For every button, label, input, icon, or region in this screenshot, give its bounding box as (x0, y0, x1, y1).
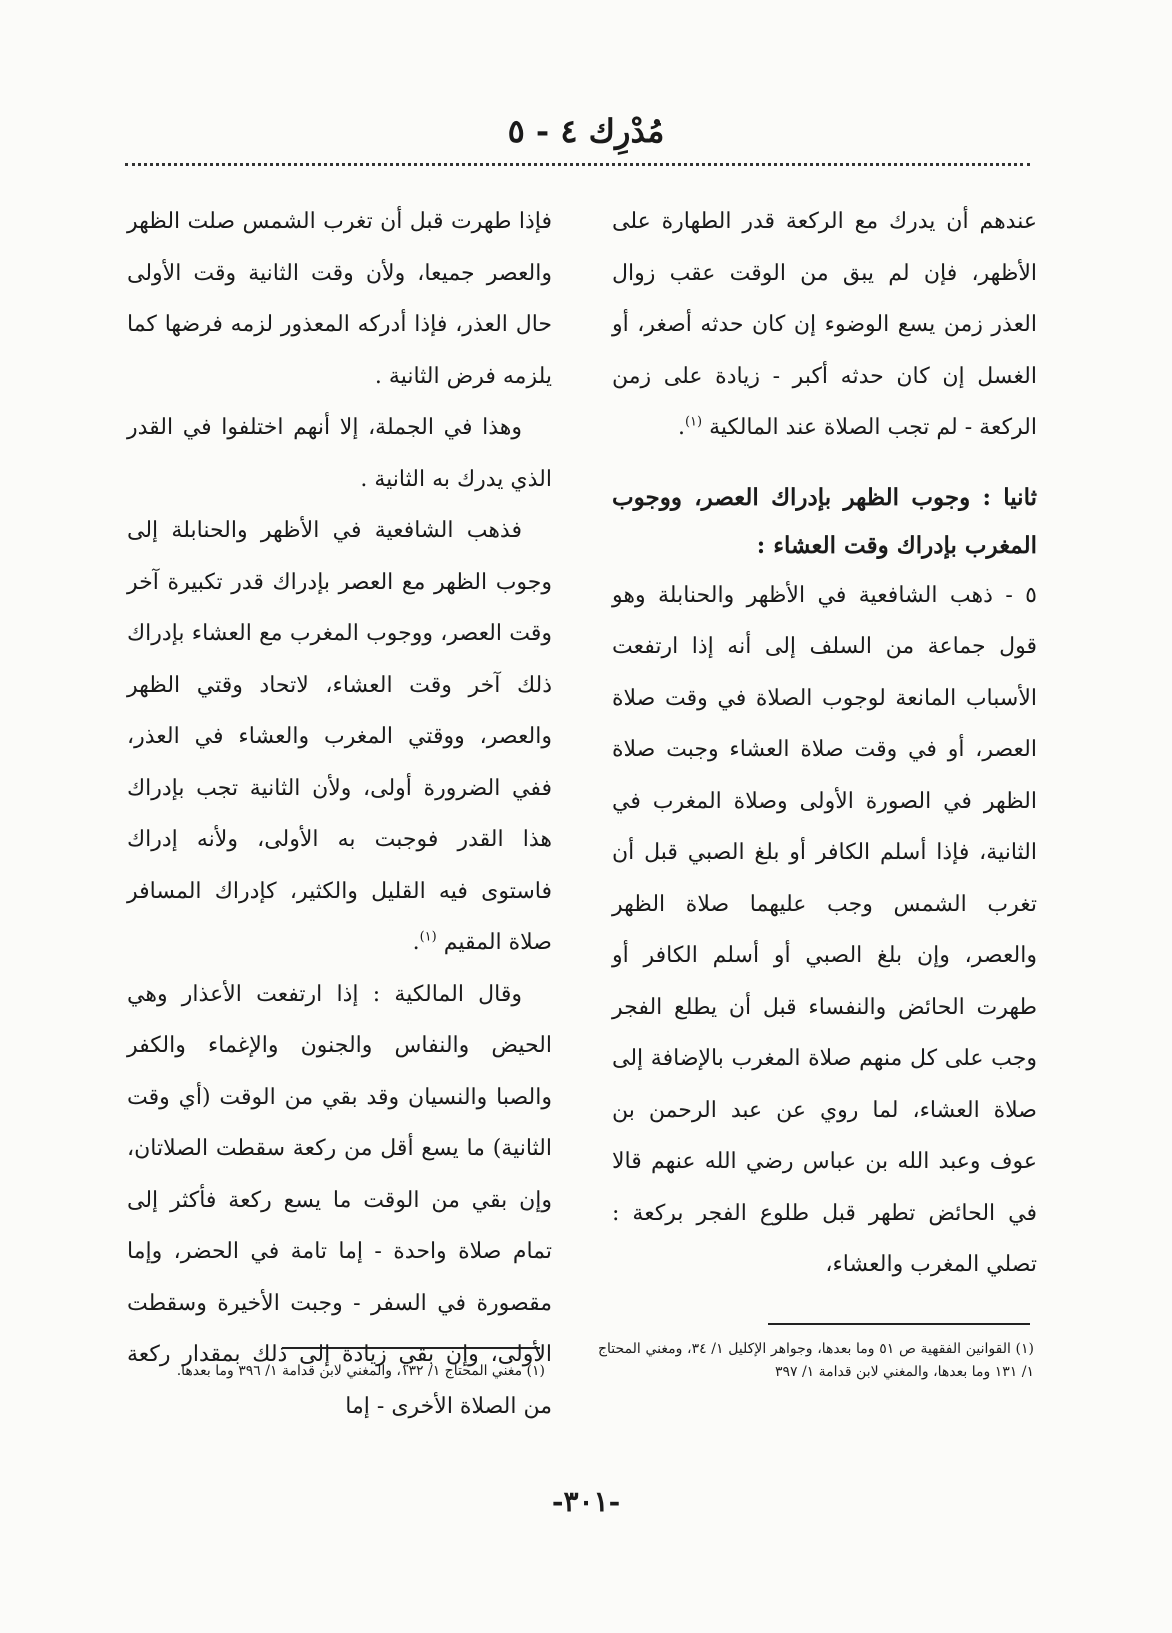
header-divider (125, 163, 1030, 166)
left-paragraph-3-text: فذهب الشافعية في الأظهر والحنابلة إلى وجوب الظهر مع العصر بإدراك قدر تكبيرة آخر وقت العصر، ووجوب المغرب مع العشاء بإدراك ذلك آخر وقت العشاء، لاتحاد وقتي الظهر والعصر، ووقتي المغرب والعشاء في العذر، ففي الضرورة أولى، ولأن الثانية تجب بإدراك هذا القدر فوجبت به الأولى، ولأنه إدراك فاستوى فيه القليل والكثير، كإدراك المسافر صلاة المقيم (127, 518, 552, 955)
footnote-divider-right (768, 1323, 1030, 1325)
footnote-divider-left (282, 1347, 540, 1349)
left-paragraph-1: فإذا طهرت قبل أن تغرب الشمس صلت الظهر والعصر جميعا، ولأن وقت الثانية وقت الأولى حال العذر، فإذا أدركه المعذور لزمه فرضها كما يلزمه فرض الثانية . (127, 209, 552, 389)
left-paragraph-3 (127, 505, 552, 969)
page-number: -٣٠١- (551, 1485, 621, 1518)
left-column (127, 196, 552, 1432)
left-paragraph-3-end: . (412, 930, 420, 955)
section-heading: ثانيا : وجوب الظهر بإدراك العصر، ووجوب المغرب بإدراك وقت العشاء : (612, 483, 1037, 559)
right-paragraph-1: عندهم أن يدرك مع الركعة قدر الطهارة على الأظهر، فإن لم يبق من الوقت عقب زوال العذر زمن يسع الوضوء إن كان حدثه أصغر، أو الغسل إن كان حدثه أكبر - زيادة على زمن الركعة - لم تجب الصلاة عند المالكية $^{(١)}$. (612, 209, 1037, 440)
right-paragraph-2: ٥ - ذهب الشافعية في الأظهر والحنابلة وهو قول جماعة من السلف إلى أنه إذا ارتفعت الأسباب المانعة لوجوب الصلاة في وقت صلاة العصر، أو في وقت صلاة العشاء وجبت صلاة الظهر في الصورة الأولى وصلاة المغرب في الثانية، فإذا أسلم الكافر أو بلغ الصبي قبل أن تغرب الشمس وجب عليهما صلاة الظهر والعصر، وإن بلغ الصبي أو أسلم الكافر أو طهرت الحائض والنفساء قبل أن يطلع الفجر وجب على كل منهم صلاة المغرب بالإضافة إلى صلاة العشاء، لما روي عن عبد الرحمن بن عوف وعبد الله بن عباس رضي الله عنهم قالا في الحائض تطهر قبل طلوع الفجر بركعة : تصلي المغرب والعشاء، (612, 582, 1037, 1277)
footnote-right: (١) القوانين الفقهية ص ٥١ وما بعدها، وجواهر الإكليل ١/ ٣٤، ومغني المحتاج ١/ ١٣١ وما بعدها، والمغني لابن قدامة ١/ ٣٩٧ (598, 1341, 1034, 1380)
left-paragraph-4: وقال المالكية : إذا ارتفعت الأعذار وهي الحيض والنفاس والجنون والإغماء والكفر والصبا والنسيان وقد بقي من الوقت (أي وقت الثانية) ما يسع أقل من ركعة سقطت الصلاتان، وإن بقي من الوقت ما يسع ركعة فأكثر إلى تمام صلاة واحدة - إما تامة في الحضر، وإما مقصورة في السفر - وجبت الأخيرة وسقطت الأولى، وإن بقي زيادة إلى ذلك بمقدار ركعة من الصلاة الأخرى - إما (127, 981, 552, 1419)
footnote-ref: (١) (419, 929, 437, 945)
right-column (612, 196, 1037, 1291)
footnote-ref: (١) (684, 414, 703, 430)
right-paragraph-1-text: عندهم أن يدرك مع الركعة قدر الطهارة على الأظهر، فإن لم يبق من الوقت عقب زوال العذر زمن يسع الوضوء إن كان حدثه أصغر، أو الغسل إن كان حدثه أكبر - زيادة على زمن الركعة - لم تجب الصلاة عند المالكية (612, 209, 1037, 440)
left-paragraph-2: وهذا في الجملة، إلا أنهم اختلفوا في القدر الذي يدرك به الثانية . (127, 415, 552, 492)
page-title: مُدْرِك ٤ - ٥ (507, 112, 665, 150)
footnote-left: (١) مغني المحتاج ١/ ١٣٢، والمغني لابن قدامة ١/ ٣٩٦ وما بعدها. (176, 1363, 545, 1379)
